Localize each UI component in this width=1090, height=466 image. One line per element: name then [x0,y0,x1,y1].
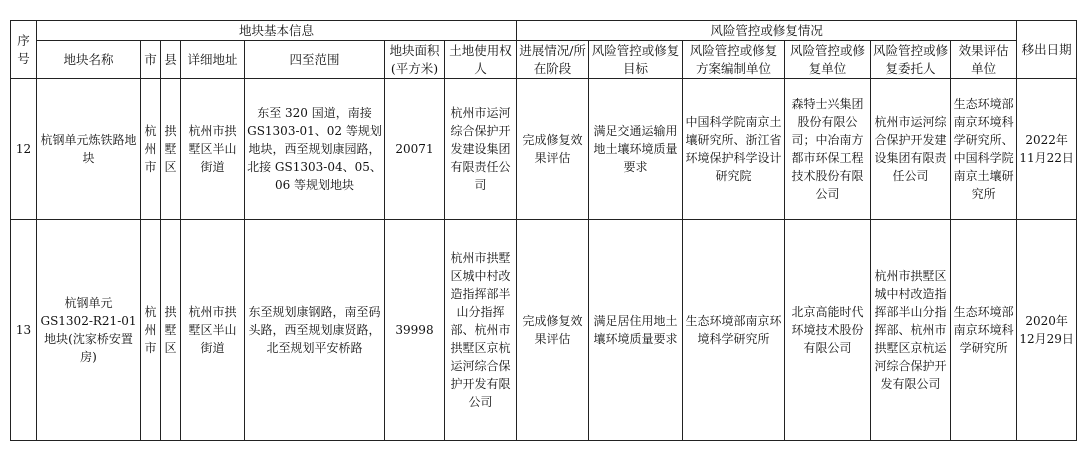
header-group-risk-info: 风险管控或修复情况 [517,21,1017,41]
cell-address: 杭州市拱墅区半山街道 [181,79,245,220]
header-name: 地块名称 [37,41,141,79]
header-user: 土地使用权人 [445,41,517,79]
cell-area: 20071 [385,79,445,220]
cell-progress: 完成修复效果评估 [517,79,589,220]
header-eval-unit: 效果评估单位 [951,41,1017,79]
header-goal: 风险管控或修复目标 [589,41,683,79]
cell-goal: 满足居住用地土壤环境质量要求 [589,220,683,441]
cell-name: 杭钢单元炼铁路地块 [37,79,141,220]
cell-city: 杭州市 [141,79,161,220]
cell-seq: 12 [11,79,37,220]
header-repair-unit: 风险管控或修复单位 [785,41,871,79]
header-removal-date: 移出日期 [1017,21,1077,79]
cell-client: 杭州市拱墅区城中村改造指挥部半山分指挥部、杭州市拱墅区京杭运河综合保护开发有限公司 [871,220,951,441]
cell-county: 拱墅区 [161,220,181,441]
cell-boundary: 东至 320 国道，南接 GS1303-01、02 等规划地块，西至规划康园路，北接 GS1303-04、05、06 等规划地块 [245,79,385,220]
cell-user: 杭州市运河综合保护开发建设集团有限责任公司 [445,79,517,220]
cell-repair-unit: 北京高能时代环境技术股份有限公司 [785,220,871,441]
cell-area: 39998 [385,220,445,441]
cell-city: 杭州市 [141,220,161,441]
cell-client: 杭州市运河综合保护开发建设集团有限责任公司 [871,79,951,220]
cell-eval-unit: 生态环境部南京环境科学研究所、中国科学院南京土壤研究所 [951,79,1017,220]
cell-name: 杭钢单元GS1302-R21-01地块(沈家桥安置房) [37,220,141,441]
cell-county: 拱墅区 [161,79,181,220]
cell-progress: 完成修复效果评估 [517,220,589,441]
table-row [11,220,1077,441]
header-county: 县 [161,41,181,79]
header-city: 市 [141,41,161,79]
header-progress: 进展情况/所在阶段 [517,41,589,79]
cell-removal-date: 2022年11月22日 [1017,79,1077,220]
cell-address: 杭州市拱墅区半山街道 [181,220,245,441]
cell-seq: 13 [11,220,37,441]
cell-removal-date: 2020年12月29日 [1017,220,1077,441]
cell-goal: 满足交通运输用地土壤环境质量要求 [589,79,683,220]
header-area: 地块面积(平方米) [385,41,445,79]
header-group-basic-info: 地块基本信息 [37,21,517,41]
cell-boundary: 东至规划康钢路，南至码头路，西至规划康贤路，北至规划平安桥路 [245,220,385,441]
cell-eval-unit: 生态环境部南京环境科学研究所 [951,220,1017,441]
header-plan-unit: 风险管控或修复方案编制单位 [683,41,785,79]
cell-repair-unit: 森特士兴集团股份有限公司；中冶南方都市环保工程技术股份有限公司 [785,79,871,220]
header-address: 详细地址 [181,41,245,79]
cell-plan-unit: 中国科学院南京土壤研究所、浙江省环境保护科学设计研究院 [683,79,785,220]
cell-user: 杭州市拱墅区城中村改造指挥部半山分指挥部、杭州市拱墅区京杭运河综合保护开发有限公司 [445,220,517,441]
site-info-table [10,20,1077,441]
cell-plan-unit: 生态环境部南京环境科学研究所 [683,220,785,441]
header-seq: 序号 [11,21,37,79]
header-client: 风险管控或修复委托人 [871,41,951,79]
table-row [11,79,1077,220]
header-boundary: 四至范围 [245,41,385,79]
